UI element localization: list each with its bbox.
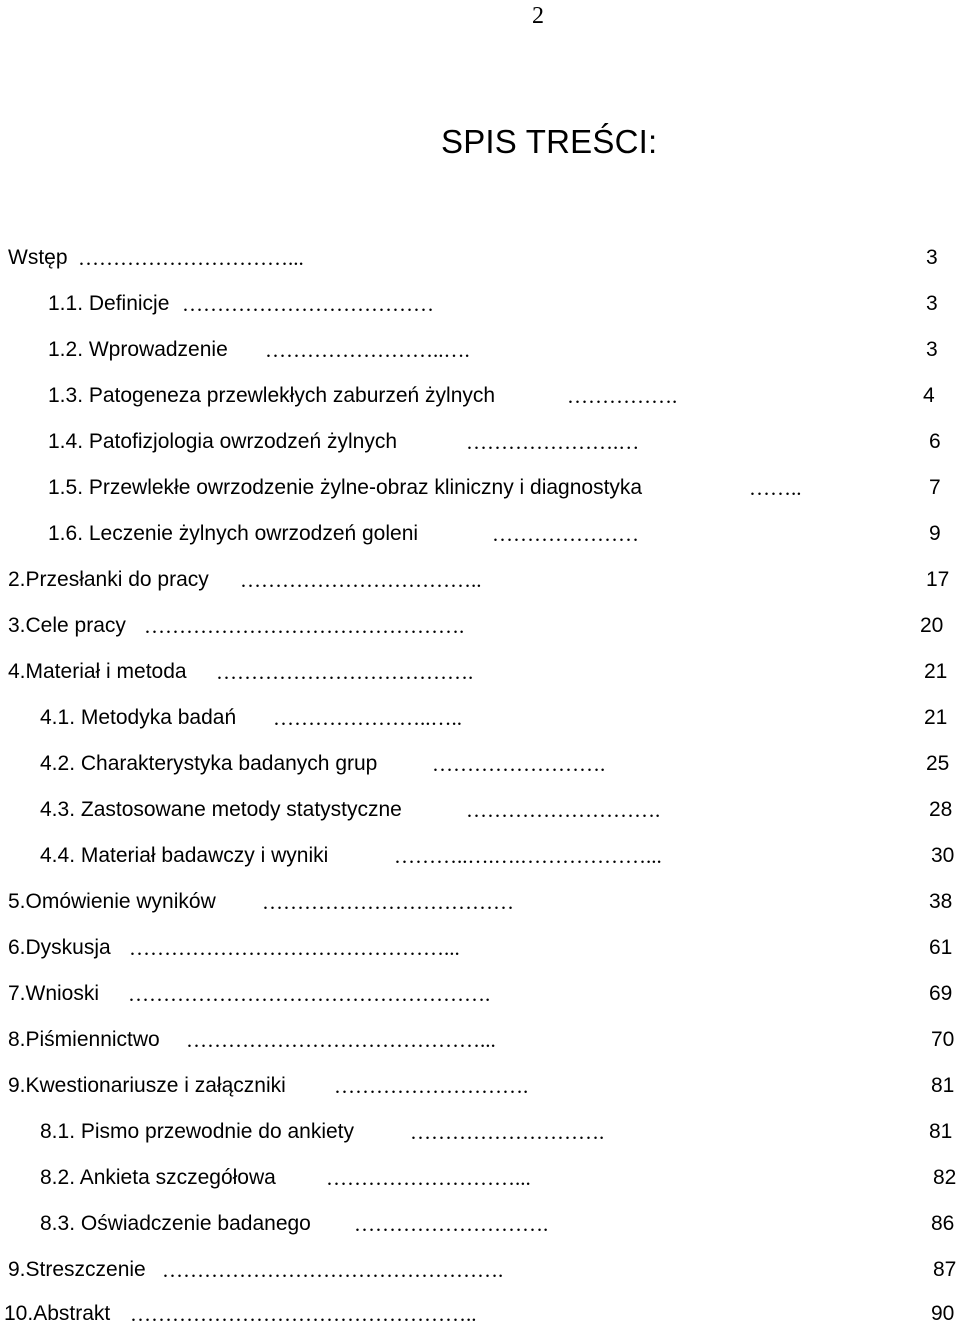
toc-entry-9-streszczenie[interactable] bbox=[0, 1253, 960, 1287]
toc-entry-label: 1.3. Patogeneza przewlekłych zaburzeń żylnych bbox=[48, 384, 496, 407]
toc-entry-page: 69 bbox=[929, 982, 953, 1005]
toc-entry-page: 4 bbox=[923, 384, 935, 407]
toc-entry-label: 1.1. Definicje bbox=[48, 292, 170, 315]
page-number: 2 bbox=[532, 3, 544, 29]
toc-entry-page: 21 bbox=[924, 660, 948, 683]
toc-entry-leader: ………………………. bbox=[410, 1115, 866, 1149]
toc-entry-label: 9.Streszczenie bbox=[8, 1258, 146, 1281]
toc-entry-label: 7.Wnioski bbox=[8, 982, 100, 1005]
toc-entry-1-3[interactable] bbox=[0, 379, 960, 413]
toc-entry-leader: ………………………. bbox=[334, 1069, 866, 1103]
toc-entry-leader: …………………………... bbox=[78, 241, 866, 275]
toc-entry-label: 4.2. Charakterystyka badanych grup bbox=[40, 752, 378, 775]
toc-entry-2[interactable] bbox=[0, 563, 960, 597]
toc-entry-leader: …….. bbox=[749, 471, 866, 505]
toc-entry-page: 3 bbox=[926, 338, 938, 361]
toc-entry-3[interactable] bbox=[0, 609, 960, 643]
toc-entry-page: 87 bbox=[933, 1258, 957, 1281]
toc-entry-page: 9 bbox=[929, 522, 941, 545]
toc-entry-1-6[interactable] bbox=[0, 517, 960, 551]
toc-entry-label: 4.Materiał i metoda bbox=[8, 660, 187, 683]
toc-entry-leader: ………………… bbox=[492, 517, 866, 551]
toc-entry-1-5[interactable] bbox=[0, 471, 960, 505]
toc-entry-page: 70 bbox=[931, 1028, 955, 1051]
toc-entry-label: 8.3. Oświadczenie badanego bbox=[40, 1212, 311, 1235]
toc-entry-page: 90 bbox=[931, 1302, 955, 1325]
toc-entry-page: 20 bbox=[920, 614, 944, 637]
toc-entry-leader: ………………………. bbox=[354, 1207, 866, 1241]
toc-entry-leader: ………………….… bbox=[466, 425, 866, 459]
toc-entry-label: 1.5. Przewlekłe owrzodzenie żylne-obraz kliniczny i diagnostyka bbox=[48, 476, 643, 499]
toc-entry-leader: ……………. bbox=[567, 379, 866, 413]
toc-entry-label: 1.4. Patofizjologia owrzodzeń żylnych bbox=[48, 430, 398, 453]
toc-entry-label: 2.Przesłanki do pracy bbox=[8, 568, 209, 591]
toc-entry-page: 82 bbox=[933, 1166, 957, 1189]
toc-entry-leader: …………………………………………. bbox=[162, 1253, 866, 1287]
toc-entry-wstep[interactable] bbox=[0, 241, 960, 275]
toc-entry-10[interactable] bbox=[0, 1297, 960, 1331]
toc-entry-page: 25 bbox=[926, 752, 950, 775]
toc-entry-6[interactable] bbox=[0, 931, 960, 965]
toc-entry-8-3[interactable] bbox=[0, 1207, 960, 1241]
toc-entry-page: 81 bbox=[931, 1074, 955, 1097]
toc-entry-1-2[interactable] bbox=[0, 333, 960, 367]
toc-entry-leader: …………………..….. bbox=[273, 701, 866, 735]
toc-entry-leader: ………………………………………….. bbox=[130, 1297, 866, 1331]
toc-entry-page: 28 bbox=[929, 798, 953, 821]
toc-entry-leader: ……………………………………………. bbox=[128, 977, 866, 1011]
toc-entry-8-1[interactable] bbox=[0, 1115, 960, 1149]
toc-entry-leader: ………..….….………………... bbox=[394, 839, 866, 873]
toc-entry-leader: ……………………………… bbox=[182, 287, 866, 321]
toc-entry-label: 9.Kwestionariusze i załączniki bbox=[8, 1074, 286, 1097]
toc-entry-label: Wstęp bbox=[8, 246, 68, 269]
toc-entry-label: 4.1. Metodyka badań bbox=[40, 706, 237, 729]
toc-entry-label: 8.2. Ankieta szczegółowa bbox=[40, 1166, 276, 1189]
toc-entry-4-1[interactable] bbox=[0, 701, 960, 735]
toc-entry-leader: ………………………………………. bbox=[144, 609, 866, 643]
toc-entry-1-4[interactable] bbox=[0, 425, 960, 459]
toc-entry-page: 30 bbox=[931, 844, 955, 867]
toc-entry-leader: ……………………………… bbox=[262, 885, 866, 919]
toc-entry-7[interactable] bbox=[0, 977, 960, 1011]
toc-entry-page: 86 bbox=[931, 1212, 955, 1235]
toc-entry-leader: ……………………………………... bbox=[186, 1023, 866, 1057]
toc-entry-page: 38 bbox=[929, 890, 953, 913]
toc-entry-leader: ……………………. bbox=[432, 747, 866, 781]
toc-entry-9[interactable] bbox=[0, 1069, 960, 1103]
toc-entry-4-3[interactable] bbox=[0, 793, 960, 827]
toc-entry-leader: ………………………………. bbox=[216, 655, 866, 689]
toc-entry-label: 1.2. Wprowadzenie bbox=[48, 338, 228, 361]
toc-entry-label: 4.4. Materiał badawczy i wyniki bbox=[40, 844, 329, 867]
toc-entry-page: 6 bbox=[929, 430, 941, 453]
toc-entry-label: 3.Cele pracy bbox=[8, 614, 126, 637]
toc-entry-5[interactable] bbox=[0, 885, 960, 919]
toc-entry-leader: ………………………………………... bbox=[129, 931, 866, 965]
toc-entry-leader: ………………………... bbox=[326, 1161, 866, 1195]
toc-entry-page: 17 bbox=[926, 568, 950, 591]
toc-entry-page: 3 bbox=[926, 292, 938, 315]
toc-entry-4-2[interactable] bbox=[0, 747, 960, 781]
toc-entry-label: 5.Omówienie wyników bbox=[8, 890, 216, 913]
toc-entry-1-1[interactable] bbox=[0, 287, 960, 321]
page-title: SPIS TREŚCI: bbox=[441, 123, 658, 160]
toc-entry-4-4[interactable] bbox=[0, 839, 960, 873]
toc-entry-label: 1.6. Leczenie żylnych owrzodzeń goleni bbox=[48, 522, 419, 545]
toc-entry-page: 61 bbox=[929, 936, 953, 959]
toc-entry-leader: ……………………..…. bbox=[265, 333, 866, 367]
toc-entry-leader: ………………………. bbox=[466, 793, 866, 827]
toc-entry-page: 3 bbox=[926, 246, 938, 269]
toc-entry-page: 7 bbox=[929, 476, 941, 499]
toc-entry-4[interactable] bbox=[0, 655, 960, 689]
toc-entry-label: 8.1. Pismo przewodnie do ankiety bbox=[40, 1120, 355, 1143]
toc-entry-page: 21 bbox=[924, 706, 948, 729]
toc-entry-page: 81 bbox=[929, 1120, 953, 1143]
toc-entry-label: 8.Piśmiennictwo bbox=[8, 1028, 160, 1051]
toc-entry-8-2[interactable] bbox=[0, 1161, 960, 1195]
toc-entry-label: 4.3. Zastosowane metody statystyczne bbox=[40, 798, 402, 821]
toc-entry-label: 10.Abstrakt bbox=[4, 1302, 111, 1325]
toc-entry-leader: …………………………….. bbox=[240, 563, 866, 597]
toc-entry-8[interactable] bbox=[0, 1023, 960, 1057]
toc-entry-label: 6.Dyskusja bbox=[8, 936, 111, 959]
